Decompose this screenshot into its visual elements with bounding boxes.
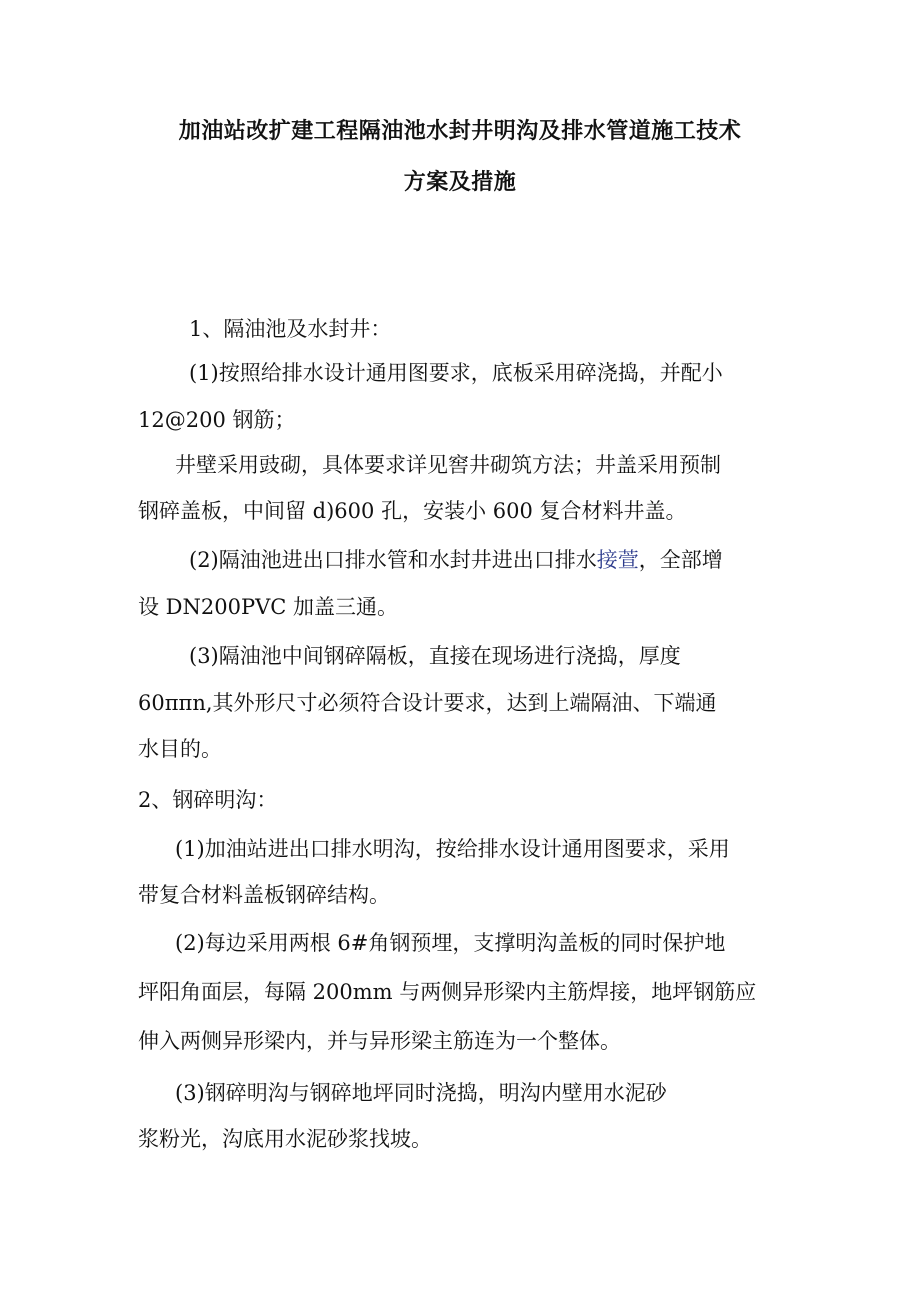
- paragraph-2-1-line-2: 带复合材料盖板钢碎结构。: [138, 883, 390, 907]
- paragraph-wall-line-1: 井壁采用豉砌，具体要求详见窖井砌筑方法；井盖采用预制: [175, 453, 721, 477]
- paragraph-1-1-line-2: 12@200 钢筋；: [138, 408, 296, 432]
- paragraph-1-3-line-1: (3)隔油池中间钢碎隔板，直接在现场进行浇捣，厚度: [189, 644, 681, 668]
- paragraph-1-3-line-2: 60ππn,其外形尺寸必须符合设计要求，达到上端隔油、下端通: [138, 691, 717, 715]
- paragraph-1-1-line-1: (1)按照给排水设计通用图要求，底板采用碎浇捣，并配小: [189, 361, 723, 385]
- document-title-line-1: 加油站改扩建工程隔油池水封井明沟及排水管道施工技术: [178, 119, 742, 144]
- paragraph-2-3-line-1: (3)钢碎明沟与钢碎地坪同时浇捣，明沟内壁用水泥砂: [175, 1081, 667, 1105]
- paragraph-1-3-line-3: 水目的。: [138, 737, 222, 761]
- paragraph-2-1-line-1: (1)加油站进出口排水明沟，按给排水设计通用图要求，采用: [175, 837, 730, 861]
- paragraph-1-2-text-b: ，全部增: [638, 548, 723, 572]
- section-2-heading: 2、钢碎明沟：: [138, 788, 278, 812]
- section-1-heading: 1、隔油池及水封井：: [189, 317, 392, 341]
- paragraph-2-2-line-3: 伸入两侧异形梁内，并与异形梁主筋连为一个整体。: [138, 1029, 621, 1053]
- paragraph-1-2-line-1: [189, 545, 723, 575]
- paragraph-2-2-line-1: (2)每边采用两根 6#角钢预埋，支撑明沟盖板的同时保护地: [175, 931, 726, 955]
- paragraph-2-2-line-2: 坪阳角面层，每隔 200mm 与两侧异形梁内主筋焊接，地坪钢筋应: [138, 980, 757, 1004]
- paragraph-1-2-text-a: (2)隔油池进出口排水管和水封井进出口排水: [189, 548, 597, 572]
- document-title-line-2: 方案及措施: [403, 170, 517, 195]
- paragraph-1-2-line-2: 设 DN200PVC 加盖三通。: [138, 595, 399, 619]
- highlighted-term: 接萱: [596, 548, 639, 572]
- paragraph-wall-line-2: 钢碎盖板，中间留 d)600 孔，安装小 600 复合材料井盖。: [138, 499, 687, 523]
- paragraph-2-3-line-2: 浆粉光，沟底用水泥砂浆找坡。: [138, 1127, 432, 1151]
